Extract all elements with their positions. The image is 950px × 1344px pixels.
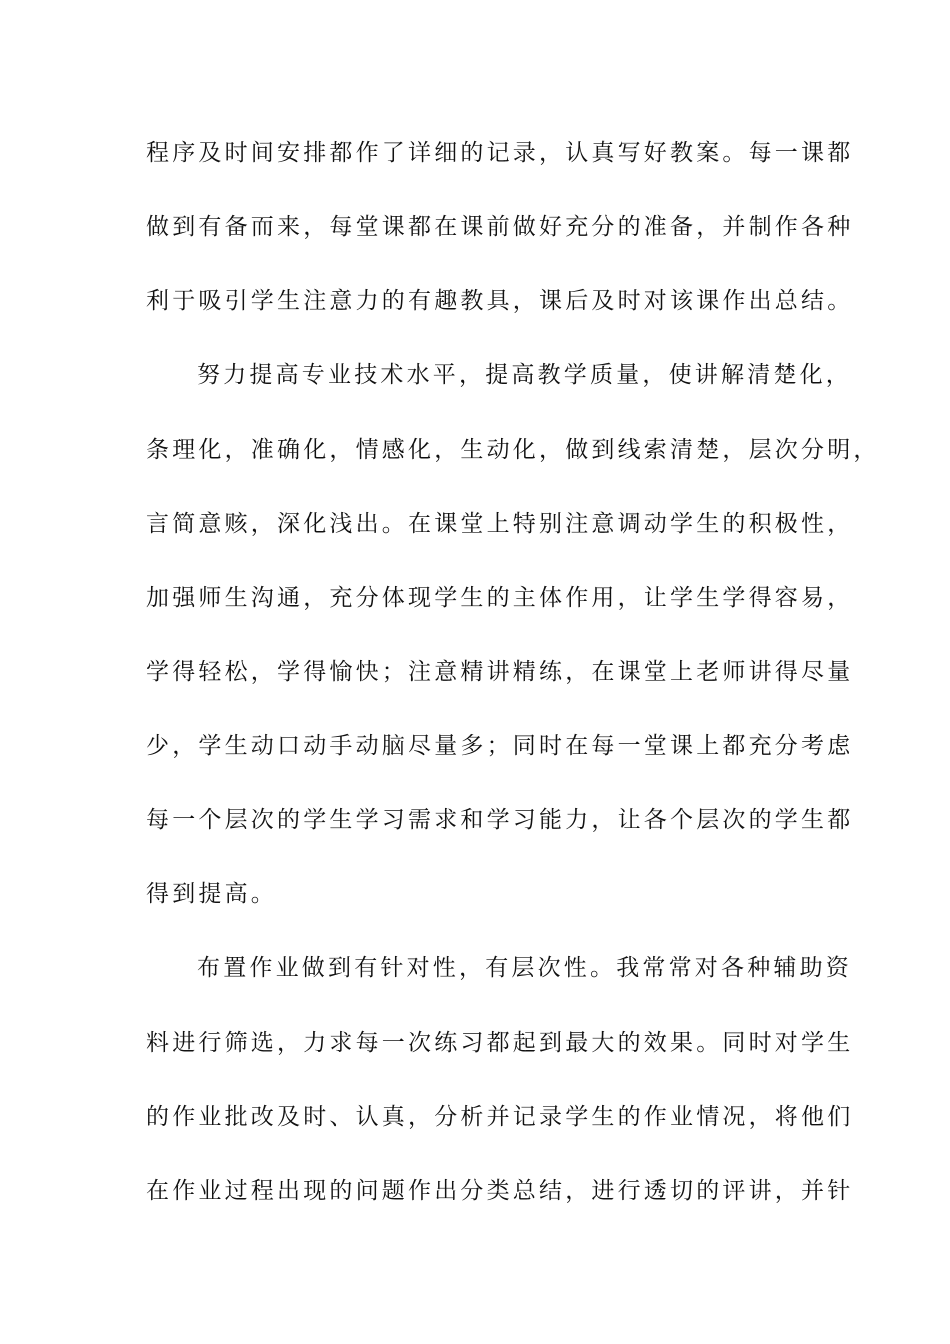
text-line: 加强师生沟通，充分体现学生的主体作用，让学生学得容易， <box>146 585 854 611</box>
text-line: 条理化，准确化，情感化，生动化，做到线索清楚，层次分明， <box>146 437 880 463</box>
text-line: 程序及时间安排都作了详细的记录，认真写好教案。每一课都 <box>146 140 854 166</box>
text-line: 利于吸引学生注意力的有趣教具，课后及时对该课作出总结。 <box>146 288 854 314</box>
text-line: 的作业批改及时、认真，分析并记录学生的作业情况，将他们 <box>146 1104 854 1130</box>
text-line: 每一个层次的学生学习需求和学习能力，让各个层次的学生都 <box>146 807 854 833</box>
text-line: 学得轻松，学得愉快；注意精讲精练，在课堂上老师讲得尽量 <box>146 659 854 685</box>
text-line: 少，学生动口动手动脑尽量多；同时在每一堂课上都充分考虑 <box>146 733 854 759</box>
text-line: 得到提高。 <box>146 881 277 907</box>
text-line: 做到有备而来，每堂课都在课前做好充分的准备，并制作各种 <box>146 214 854 240</box>
text-line: 在作业过程出现的问题作出分类总结，进行透切的评讲，并针 <box>146 1178 854 1204</box>
text-line: 料进行筛选，力求每一次练习都起到最大的效果。同时对学生 <box>146 1030 854 1056</box>
paragraph-first-line: 努力提高专业技术水平，提高教学质量，使讲解清楚化， <box>197 362 852 388</box>
paragraph-first-line: 布置作业做到有针对性，有层次性。我常常对各种辅助资 <box>197 955 852 981</box>
text-line: 言简意赅，深化浅出。在课堂上特别注意调动学生的积极性， <box>146 511 854 537</box>
